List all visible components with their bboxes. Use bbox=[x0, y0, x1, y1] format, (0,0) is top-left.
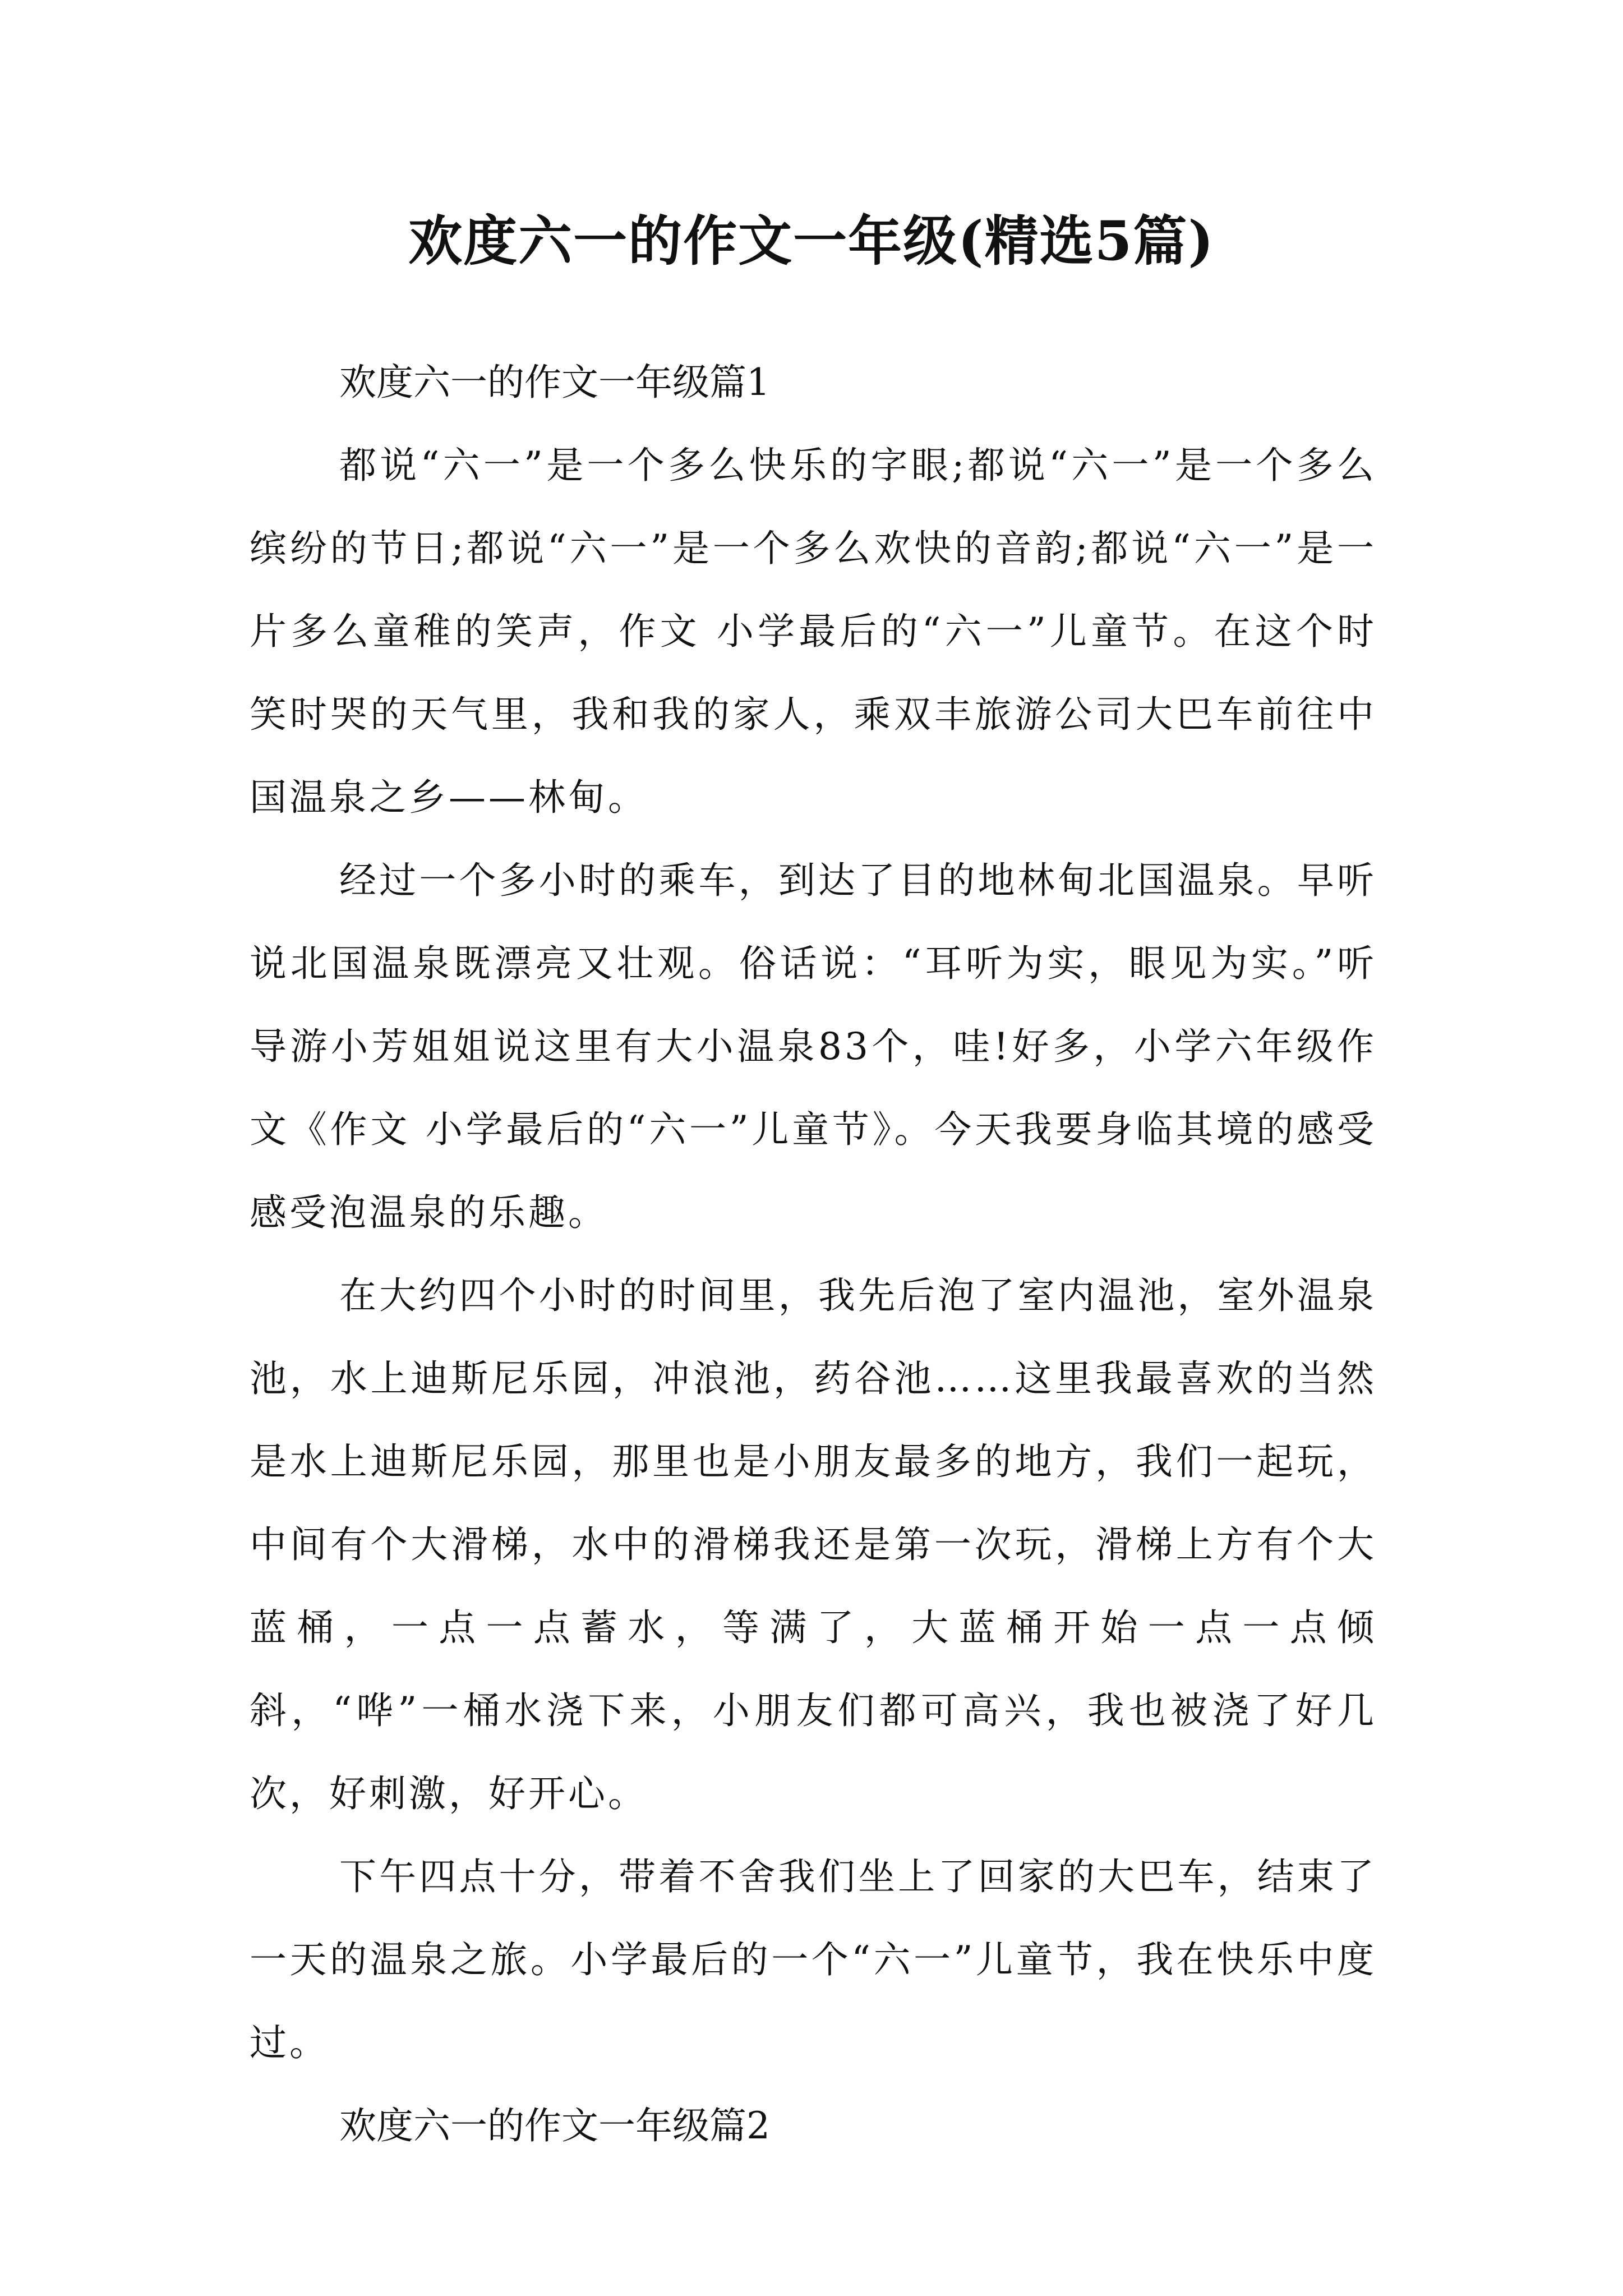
document-body bbox=[250, 341, 1377, 2168]
section-heading-1: 欢度六一的作文一年级篇1 bbox=[339, 361, 770, 404]
paragraph: 都说“六一”是一个多么快乐的字眼;都说“六一”是一个多么缤纷的节日;都说“六一”是一个多么欢快的音韵;都说“六一”是一片多么童稚的笑声，作文 小学最后的“六一”儿童节。在这个时笑时哭的天气里，我和我的家人，乘双丰旅游公司大巴车前往中国温泉之乡——林甸。 bbox=[250, 444, 1377, 819]
section-heading-2: 欢度六一的作文一年级篇2 bbox=[339, 2104, 770, 2147]
paragraph: 经过一个多小时的乘车，到达了目的地林甸北国温泉。早听说北国温泉既漂亮又壮观。俗话说：“耳听为实，眼见为实。”听导游小芳姐姐说这里有大小温泉83个，哇!好多，小学六年级作文《作文 小学最后的“六一”儿童节》。今天我要身临其境的感受感受泡温泉的乐趣。 bbox=[250, 859, 1377, 1234]
paragraph: 下午四点十分，带着不舍我们坐上了回家的大巴车，结束了一天的温泉之旅。小学最后的一个“六一”儿童节，我在快乐中度过。 bbox=[250, 1855, 1377, 2064]
paragraph: 在大约四个小时的时间里，我先后泡了室内温池，室外温泉池，水上迪斯尼乐园，冲浪池，药谷池……这里我最喜欢的当然是水上迪斯尼乐园，那里也是小朋友最多的地方，我们一起玩，中间有个大滑梯，水中的滑梯我还是第一次玩，滑梯上方有个大蓝桶，一点一点蓄水，等满了，大蓝桶开始一点一点倾斜，“哗”一桶水浇下来，小朋友们都可高兴，我也被浇了好几次，好刺激，好开心。 bbox=[250, 1274, 1377, 1815]
document-title: 欢度六一的作文一年级(精选5篇) bbox=[408, 209, 1215, 273]
